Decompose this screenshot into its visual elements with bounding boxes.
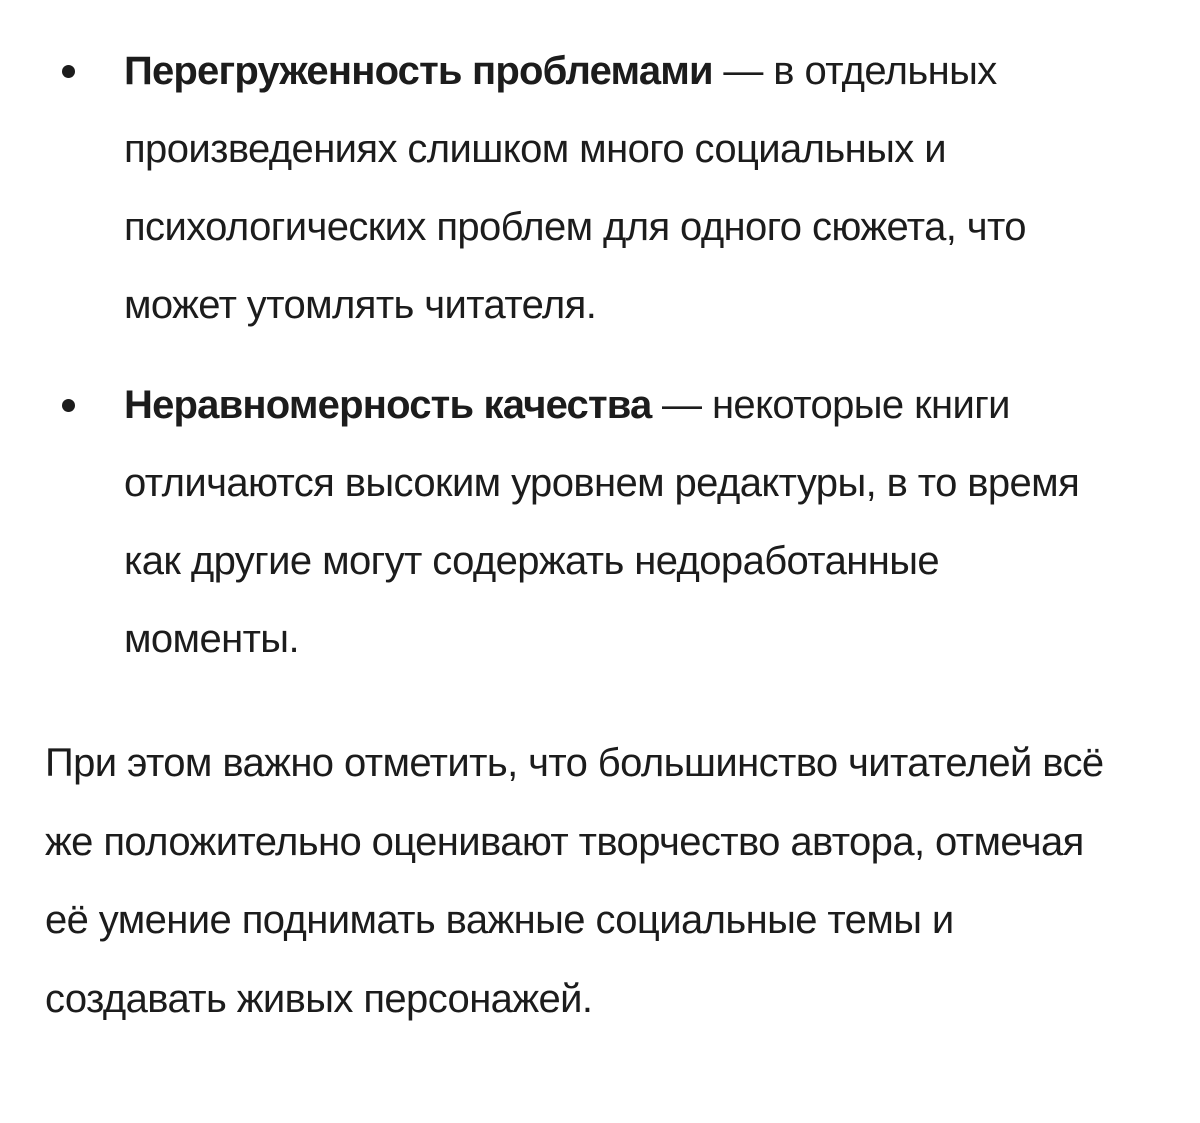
- list-item-dash: —: [712, 49, 774, 93]
- list-item-term: Перегруженность проблемами: [124, 49, 713, 93]
- list-item-dash: —: [651, 383, 712, 427]
- list-item: [0, 366, 1200, 678]
- list-item: [0, 32, 1200, 344]
- bullet-icon: [62, 399, 75, 412]
- bullet-list: [0, 32, 1200, 700]
- list-item-term: Неравномерность качества: [124, 383, 652, 427]
- list-item-text: в отдельных произведениях слишком много социальных и психологических проблем для одного сюжета, что может утомлять читателя.: [124, 49, 1026, 327]
- summary-paragraph: При этом важно отметить, что большинство читателей всё же положительно оценивают творчество автора, отмечая её умение поднимать важные социальные темы и создавать живых персонажей.: [45, 741, 1104, 1021]
- list-item-text: некоторые книги отличаются высоким уровнем редактуры, в то время как другие могут содержать недоработанные моменты.: [124, 383, 1080, 661]
- bullet-icon: [62, 65, 75, 78]
